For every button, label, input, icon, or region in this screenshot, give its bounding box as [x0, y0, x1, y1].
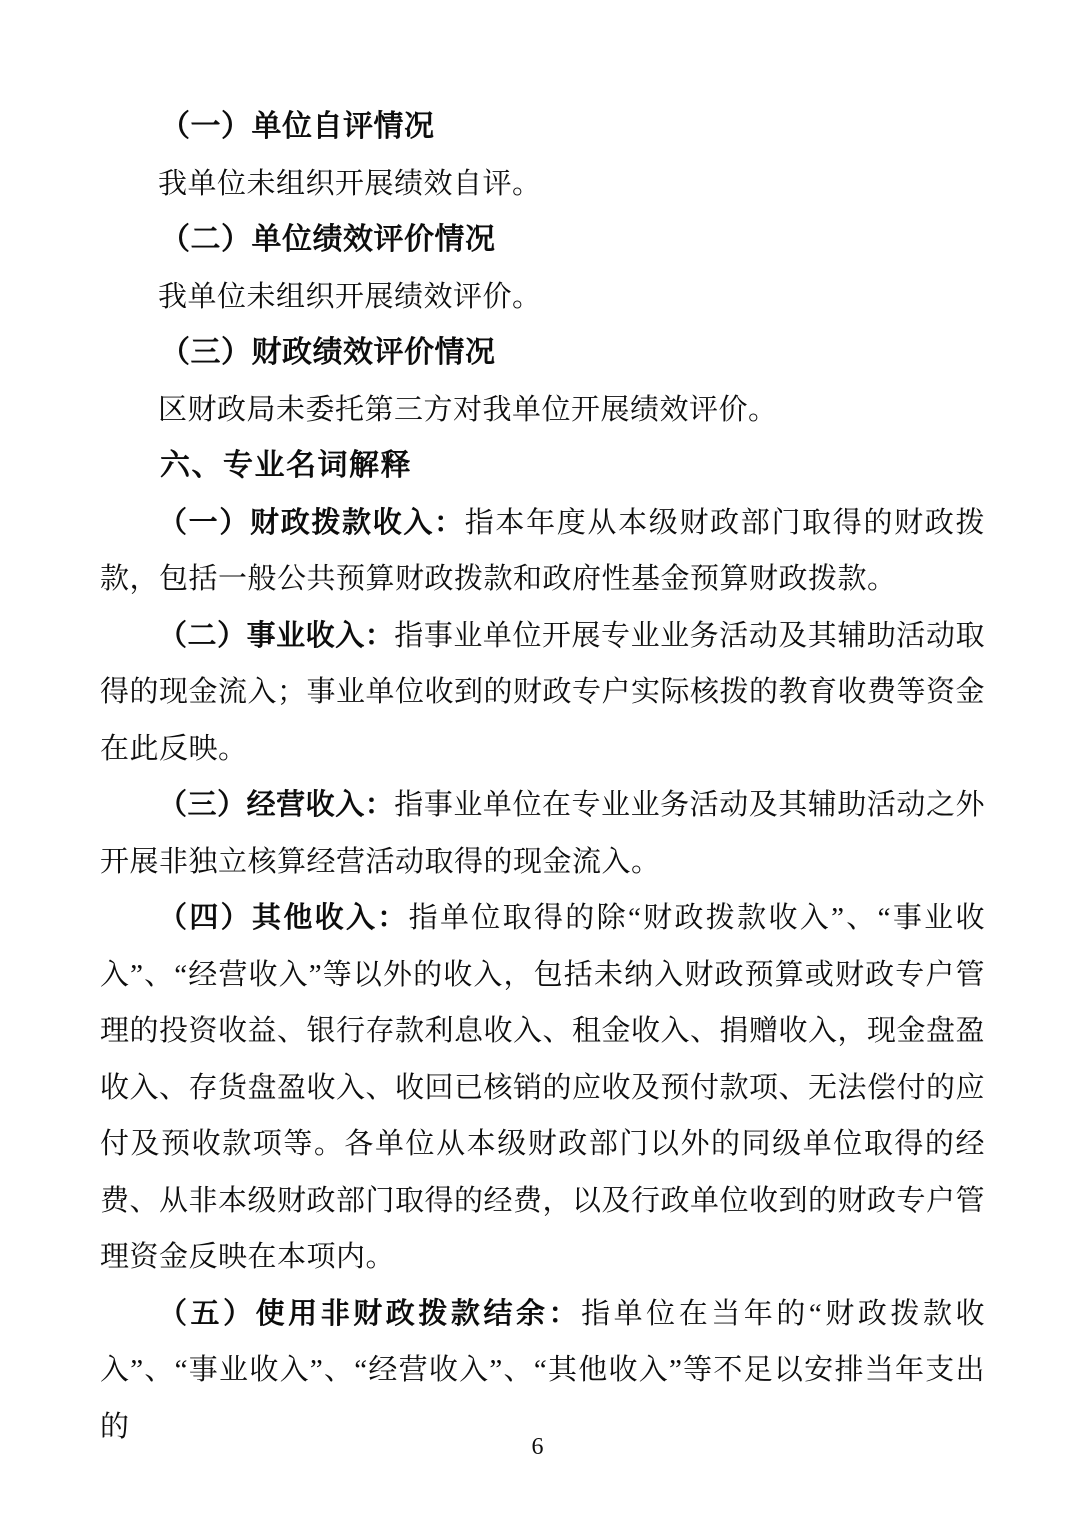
paragraph-text: 指本年度从本级财政部门取得的财政拨款，包括一般公共预算财政拨款和政府性基金预算财政拨款。 — [100, 506, 985, 595]
paragraph — [100, 1286, 985, 1456]
paragraph-lead: （三）经营收入： — [158, 789, 395, 821]
paragraph-text: 指事业单位开展专业业务活动及其辅助活动取得的现金流入；事业单位收到的财政专户实际核拨的教育收费等资金在此反映。 — [100, 619, 986, 765]
paragraph — [100, 608, 985, 778]
paragraph-lead: （四）其他收入： — [158, 902, 409, 934]
paragraph — [100, 495, 985, 608]
paragraph-lead: （二）事业收入： — [158, 619, 395, 652]
paragraph-lead: （五）使用非财政拨款结余： — [158, 1297, 582, 1330]
paragraph-text: 指单位取得的除“财政拨款收入”、“事业收入”、“经营收入”等以外的收入，包括未纳入财政预算或财政专户管理的投资收益、银行存款利息收入、租金收入、捐赠收入，现金盘盈收入、存货盘盈收入、收回已核销的应收及预付款项、无法偿付的应付及预收款项等。各单位从本级财政部门以外的同级单位取得的经费、从非本级财政部门取得的经费，以及行政单位收到的财政专户管理资金反映在本项内。 — [100, 902, 986, 1273]
paragraph-text: 区财政局未委托第三方对我单位开展绩效评价。 — [158, 393, 778, 426]
paragraph — [100, 269, 985, 326]
paragraph-lead: （一）财政拨款收入： — [158, 506, 465, 539]
heading-text: （一）单位自评情况 — [160, 110, 435, 143]
paragraph-text: 指单位在当年的“财政拨款收入”、“事业收入”、“经营收入”、“其他收入”等不足以安排当年支出的 — [100, 1297, 985, 1443]
paragraph — [100, 156, 985, 213]
subheading — [100, 99, 985, 156]
heading-text: 六、专业名词解释 — [160, 449, 412, 482]
paragraph — [100, 777, 985, 890]
paragraph — [100, 890, 985, 1286]
paragraph-text: 我单位未组织开展绩效评价。 — [158, 280, 542, 313]
heading-text: （二）单位绩效评价情况 — [160, 223, 496, 256]
paragraph — [100, 382, 985, 439]
page-number: 6 — [531, 1434, 544, 1460]
paragraph-text: 我单位未组织开展绩效自评。 — [158, 167, 542, 200]
subheading — [100, 212, 985, 269]
section-heading — [100, 438, 985, 495]
subheading — [100, 325, 985, 382]
heading-text: （三）财政绩效评价情况 — [160, 336, 496, 369]
paragraph-text: 指事业单位在专业业务活动及其辅助活动之外开展非独立核算经营活动取得的现金流入。 — [100, 789, 985, 878]
document-body — [100, 99, 985, 1455]
